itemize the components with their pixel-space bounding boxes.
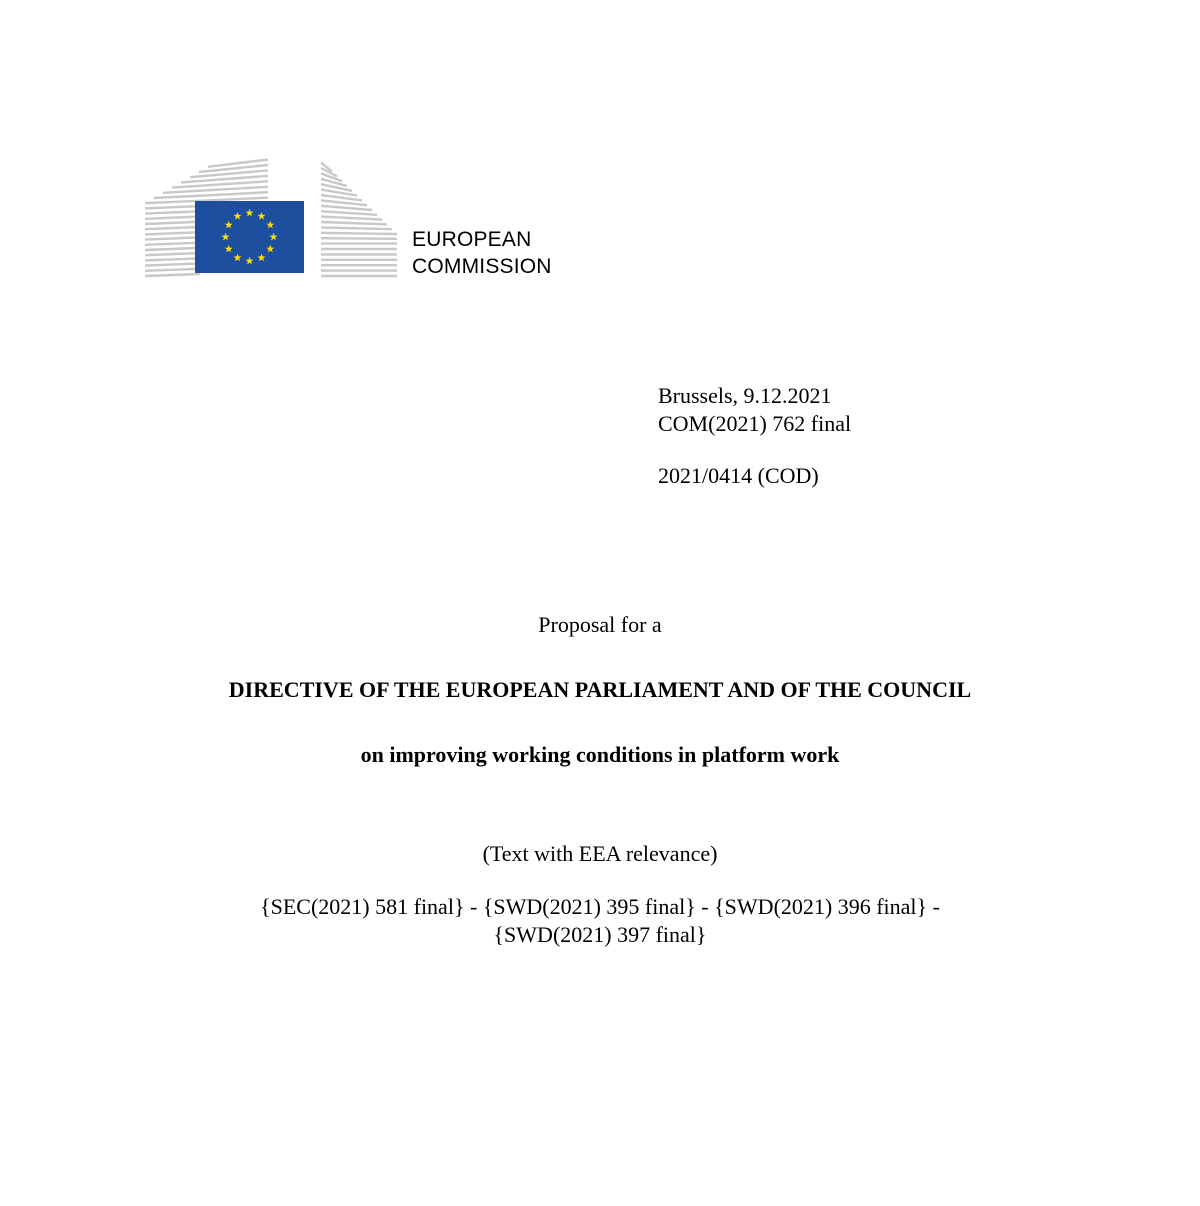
right-building-graphic (321, 163, 397, 276)
related-documents (0, 893, 1200, 949)
european-commission-logo (140, 148, 410, 280)
commission-building-emblem (140, 148, 410, 280)
eea-relevance-note: (Text with EEA relevance) (482, 841, 718, 866)
related-documents-line2: {SWD(2021) 397 final} (493, 922, 707, 947)
com-reference: COM(2021) 762 final (658, 411, 852, 436)
related-documents-line1: {SEC(2021) 581 final} - {SWD(2021) 395 final} - {SWD(2021) 396 final} - (260, 894, 940, 919)
commission-name-line1: EUROPEAN (412, 228, 532, 251)
place-date: Brussels, 9.12.2021 (658, 383, 832, 408)
directive-subject: on improving working conditions in platform work (360, 742, 840, 767)
procedure-number: 2021/0414 (COD) (658, 463, 819, 488)
building-line (321, 206, 372, 210)
building-line (321, 233, 397, 234)
building-line (321, 227, 392, 229)
building-line (321, 222, 387, 224)
commission-name-line2: COMMISSION (412, 255, 552, 278)
document-metadata (658, 382, 851, 490)
building-line (321, 238, 397, 239)
building-line (321, 211, 377, 215)
proposal-intro: Proposal for a (538, 612, 662, 637)
commission-name (412, 226, 552, 280)
directive-title: DIRECTIVE OF THE EUROPEAN PARLIAMENT AND OF THE COUNCIL (228, 677, 972, 702)
building-line (145, 274, 200, 276)
building-line (321, 217, 382, 220)
